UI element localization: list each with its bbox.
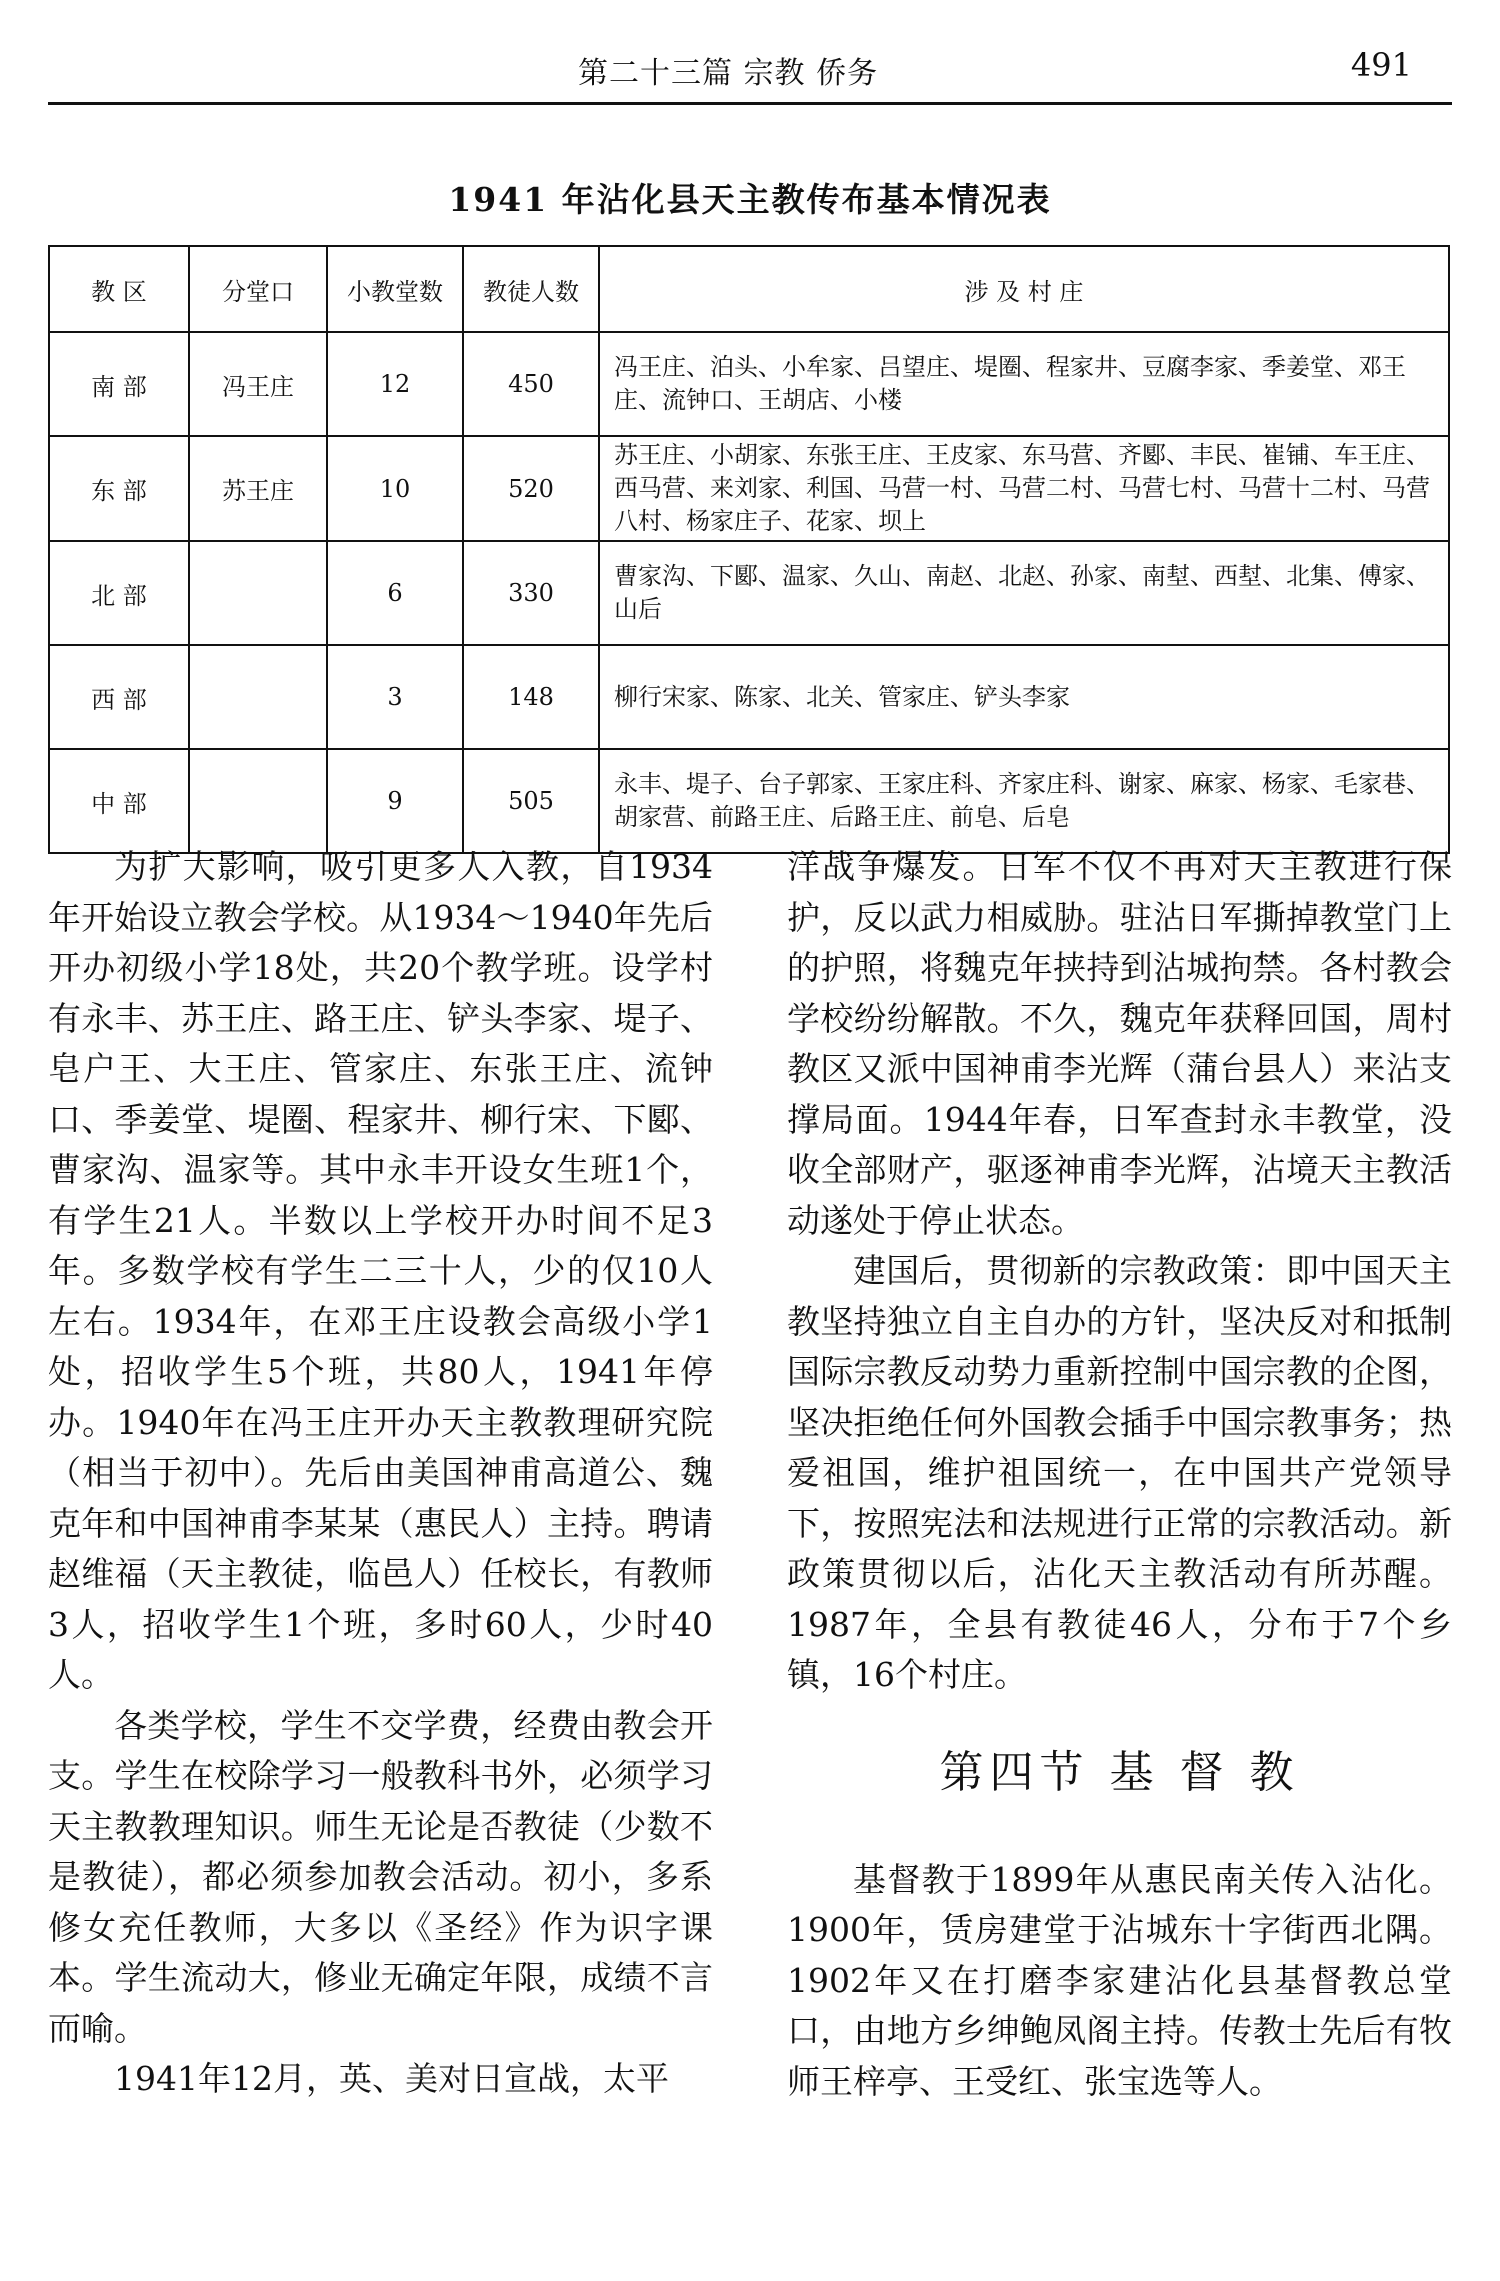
body-paragraph: 为扩大影响，吸引更多人入教，自1934年开始设立教会学校。从1934～1940年先后开办初级小学18处，共20个教学班。设学村有永丰、苏王庄、路王庄、铲头李家、堤子、皂户王、大王庄、管家庄、东张王庄、流钟口、季姜堂、堤圈、程家井、柳行宋、下郾、曹家沟、温家等。其中永丰开设女生班1个，有学生21人。半数以上学校开办时间不足3年。多数学校有学生二三十人，少的仅10人左右。1934年，在邓王庄设教会高级小学1处，招收学生5个班，共80人，1941年停办。1940年在冯王庄开办天主教教理研究院（相当于初中）。先后由美国神甫高道公、魏克年和中国神甫李某某（惠民人）主持。聘请赵维福（天主教徒，临邑人）任校长，有教师3人，招收学生1个班，多时60人，少时40人。 (48, 847, 713, 1694)
header-believers: 教徒人数 (463, 246, 599, 332)
cell-district: 南 部 (49, 332, 189, 436)
cell-villages: 永丰、堤子、台子郭家、王家庄科、齐家庄科、谢家、麻家、杨家、毛家巷、胡家营、前路王庄、后路王庄、前皂、后皂 (599, 749, 1449, 853)
header-district: 教 区 (49, 246, 189, 332)
body-paragraph: 各类学校，学生不交学费，经费由教会开支。学生在校除学习一般教科书外，必须学习天主教教理知识。师生无论是否教徒（少数不是教徒），都必须参加教会活动。初小，多系修女充任教师，大多以《圣经》作为识字课本。学生流动大，修业无确定年限，成绩不言而喻。 (48, 1705, 713, 2048)
cell-small-churches: 10 (327, 436, 463, 541)
cell-villages: 苏王庄、小胡家、东张王庄、王皮家、东马营、齐郾、丰民、崔铺、车王庄、西马营、来刘家、利国、马营一村、马营二村、马营七村、马营十二村、马营八村、杨家庄子、花家、坝上 (599, 436, 1449, 541)
cell-small-churches: 12 (327, 332, 463, 436)
body-paragraph: 基督教于1899年从惠民南关传入沾化。1900年，赁房建堂于沾城东十字街西北隅。1902年又在打磨李家建沾化县基督教总堂口，由地方乡绅鲍凤阁主持。传教士先后有牧师王梓亭、王受红、张宝选等人。 (787, 1859, 1452, 2101)
cell-believers: 450 (463, 332, 599, 436)
cell-district: 西 部 (49, 645, 189, 749)
cell-district: 中 部 (49, 749, 189, 853)
right-column (787, 842, 1452, 2107)
table-title: 1941 年沾化县天主教传布基本情况表 (448, 180, 1052, 219)
cell-believers: 520 (463, 436, 599, 541)
cell-small-churches: 6 (327, 541, 463, 645)
cell-district: 东 部 (49, 436, 189, 541)
cell-branch (189, 645, 327, 749)
cell-branch (189, 749, 327, 853)
cell-branch (189, 541, 327, 645)
cell-believers: 330 (463, 541, 599, 645)
running-title: 第二十三篇 宗教 侨务 (578, 56, 879, 91)
header-villages: 涉 及 村 庄 (599, 246, 1449, 332)
cell-branch: 苏王庄 (189, 436, 327, 541)
cell-believers: 148 (463, 645, 599, 749)
page-header (48, 44, 1452, 100)
left-column (48, 842, 713, 2105)
cell-believers: 505 (463, 749, 599, 853)
body-paragraph: 1941年12月，英、美对日宣战，太平 (114, 2059, 669, 2098)
body-paragraph-continued: 洋战争爆发。日军不仅不再对天主教进行保护，反以武力相威胁。驻沾日军撕掉教堂门上的护照，将魏克年挟持到沾城拘禁。各村教会学校纷纷解散。不久，魏克年获释回国，周村教区又派中国神甫李光辉（蒲台县人）来沾支撑局面。1944年春，日军查封永丰教堂，没收全部财产，驱逐神甫李光辉，沾境天主教活动遂处于停止状态。 (787, 847, 1452, 1240)
header-rule (48, 102, 1452, 105)
page-number: 491 (1350, 46, 1412, 84)
table-row (49, 541, 1449, 645)
cell-villages: 曹家沟、下郾、温家、久山、南赵、北赵、孙家、南堼、西堼、北集、傅家、山后 (599, 541, 1449, 645)
cell-villages: 冯王庄、泊头、小牟家、吕望庄、堤圈、程家井、豆腐李家、季姜堂、邓王庄、流钟口、王胡店、小楼 (599, 332, 1449, 436)
section-heading: 第四节 基 督 教 (939, 1746, 1300, 1798)
header-branch: 分堂口 (189, 246, 327, 332)
cell-small-churches: 3 (327, 645, 463, 749)
catholic-distribution-table (48, 245, 1450, 854)
cell-villages: 柳行宋家、陈家、北关、管家庄、铲头李家 (599, 645, 1449, 749)
table-row (49, 332, 1449, 436)
body-paragraph: 建国后，贯彻新的宗教政策：即中国天主教坚持独立自主自办的方针，坚决反对和抵制国际宗教反动势力重新控制中国宗教的企图，坚决拒绝任何外国教会插手中国宗教事务；热爱祖国，维护祖国统一，在中国共产党领导下，按照宪法和法规进行正常的宗教活动。新政策贯彻以后，沾化天主教活动有所苏醒。1987年，全县有教徒46人，分布于7个乡镇，16个村庄。 (787, 1251, 1452, 1694)
table-row (49, 436, 1449, 541)
cell-branch: 冯王庄 (189, 332, 327, 436)
table-row (49, 749, 1449, 853)
header-small-churches: 小教堂数 (327, 246, 463, 332)
cell-small-churches: 9 (327, 749, 463, 853)
table-header-row (49, 246, 1449, 332)
cell-district: 北 部 (49, 541, 189, 645)
table-row (49, 645, 1449, 749)
